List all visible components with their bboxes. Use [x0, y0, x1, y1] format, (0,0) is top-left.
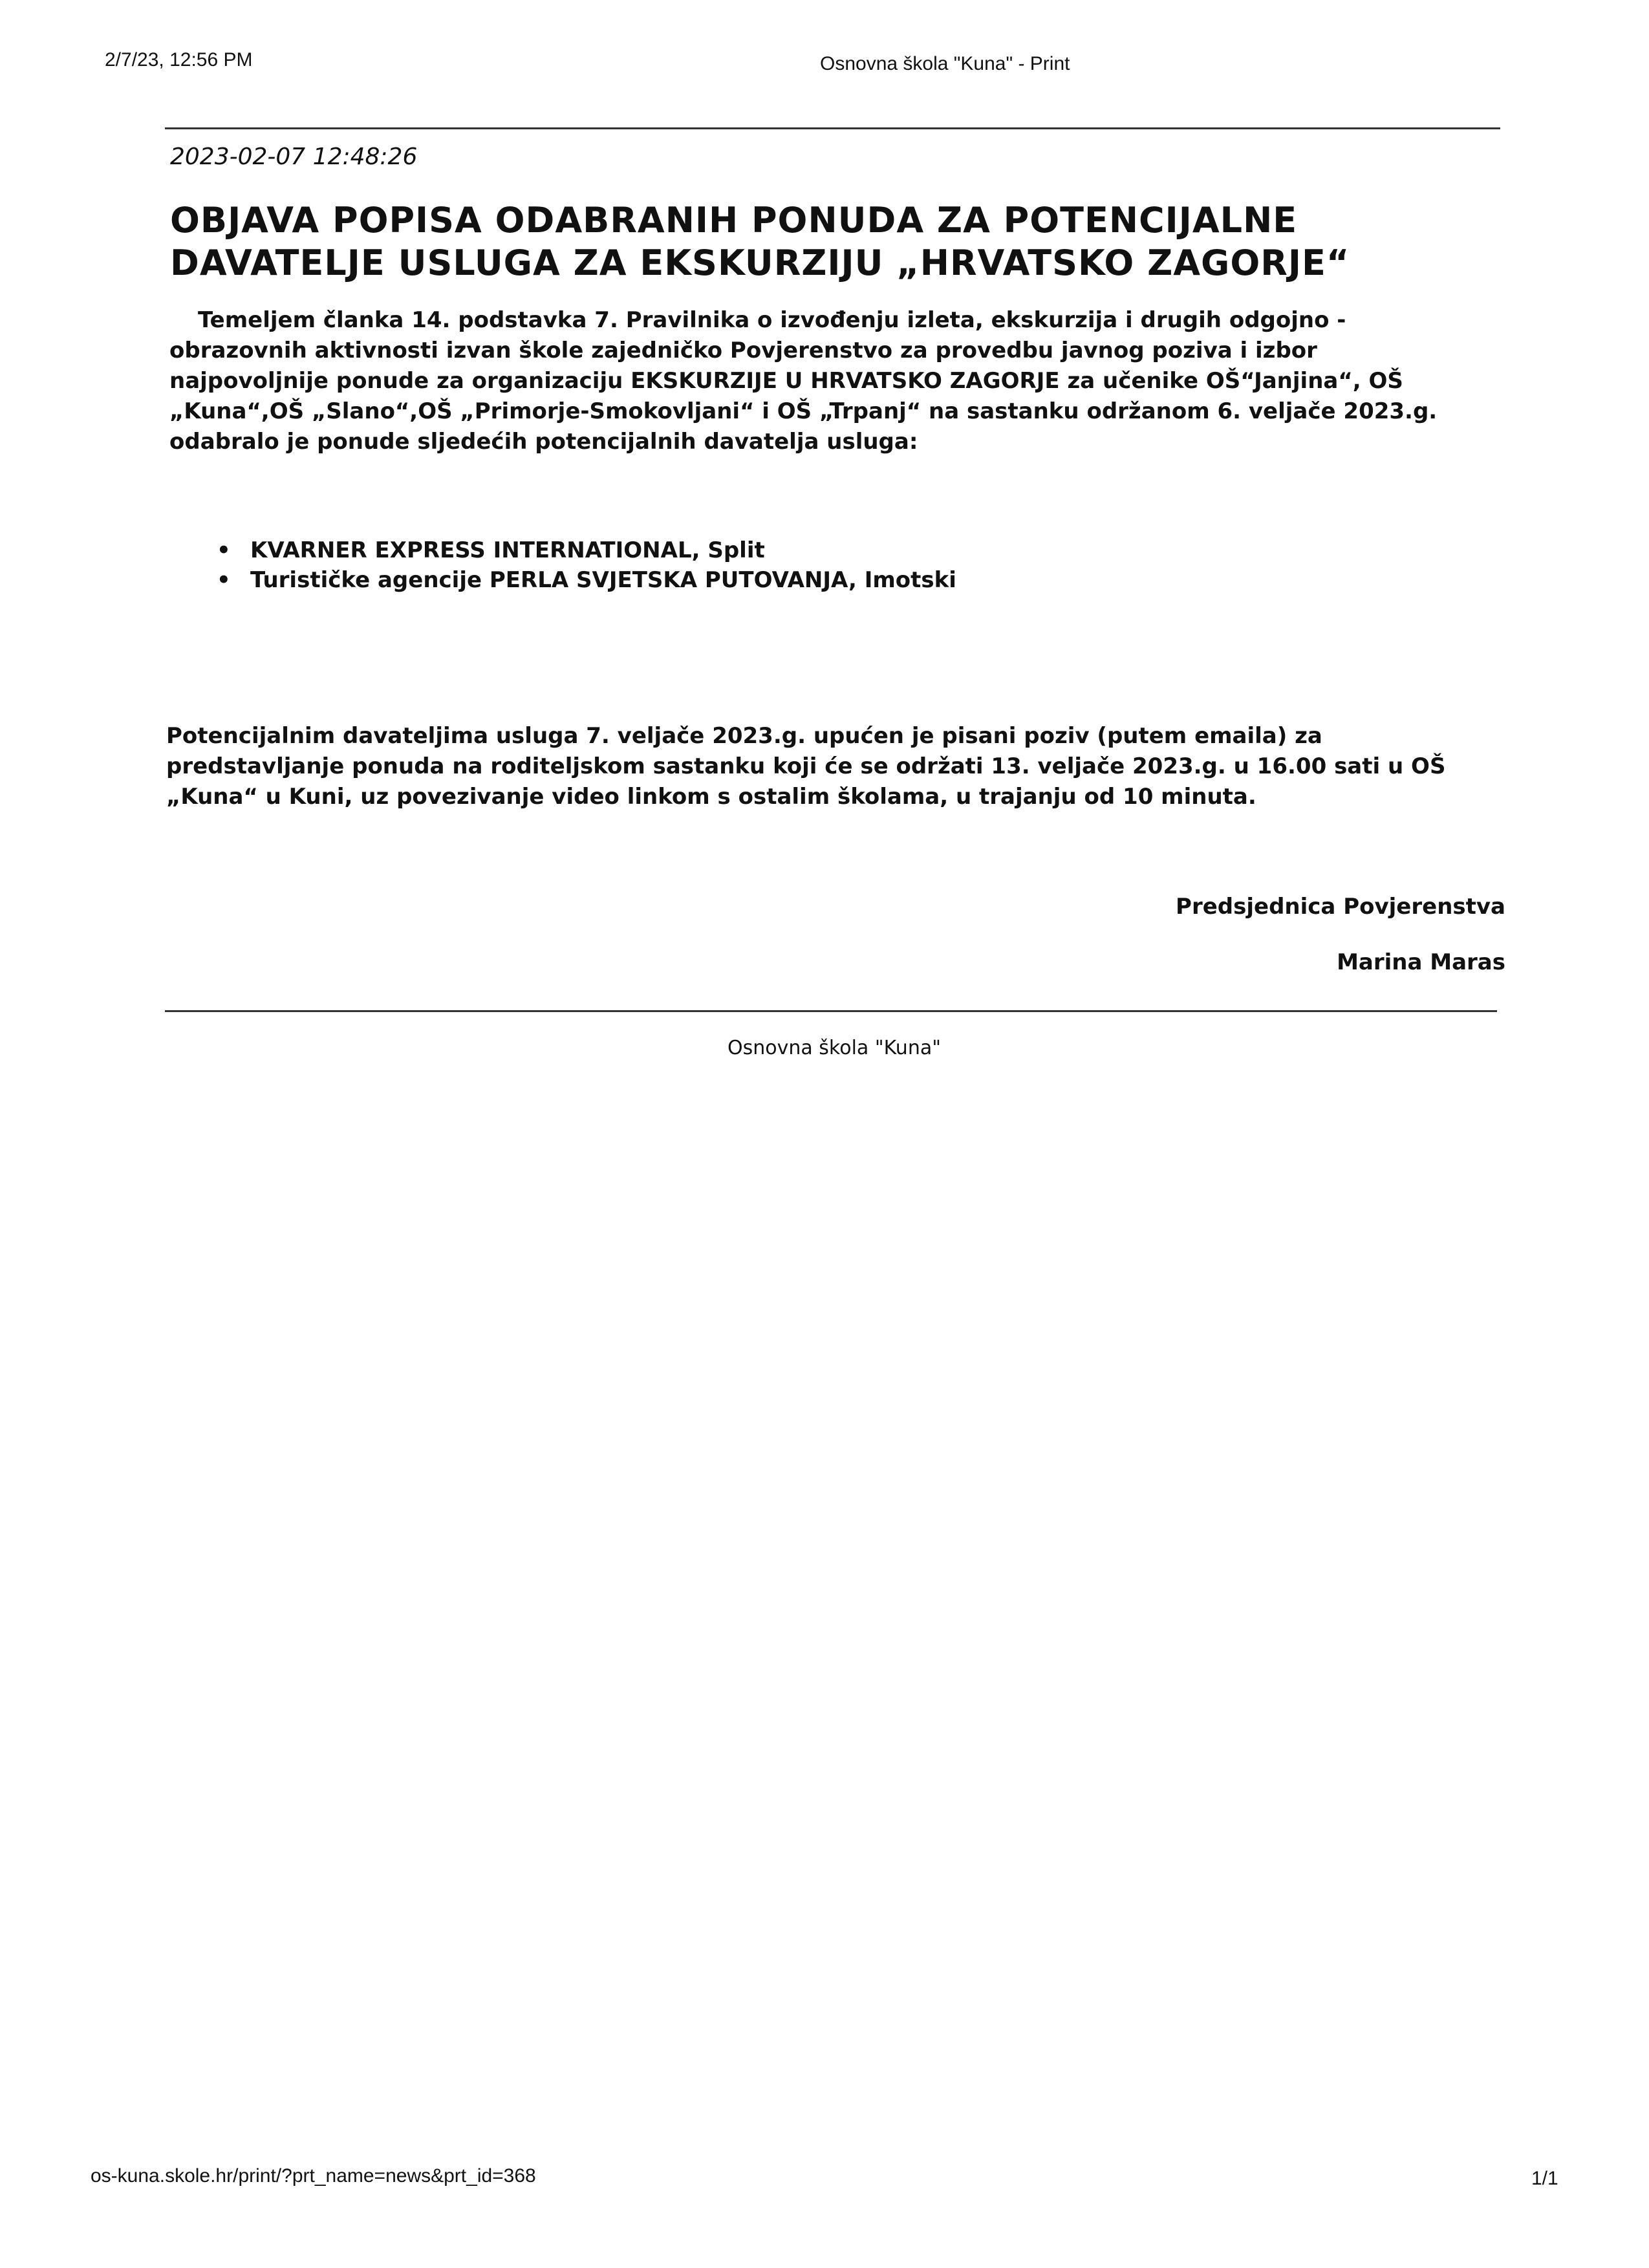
- bullet-icon: •: [217, 537, 231, 563]
- article-timestamp: 2023-02-07 12:48:26: [170, 144, 418, 170]
- page-number: 1/1: [1531, 2168, 1558, 2189]
- signature-name: Marina Maras: [1337, 949, 1505, 975]
- provider-list: [217, 535, 956, 595]
- provider-name: Turističke agencije PERLA SVJETSKA PUTOVANJA, Imotski: [250, 567, 956, 593]
- provider-name: KVARNER EXPRESS INTERNATIONAL, Split: [250, 537, 765, 563]
- article-intro-paragraph: Temeljem članka 14. podstavka 7. Pravilnika o izvođenju izleta, ekskurzija i drugih odgojno - obrazovnih aktivnosti izvan škole zajedničko Povjerenstvo za provedbu javnog poziva i izbor najpovoljnije ponude za organizaciju EKSKURZIJE U HRVATSKO ZAGORJE za učenike OŠ“Janjina“, OŠ „Kuna“,OŠ „Slano“,OŠ „Primorje-Smokovljani“ i OŠ „Trpanj“ na sastanku održanom 6. veljače 2023.g. odabralo je ponude sljedećih potencijalnih davatelja usluga:: [169, 307, 1438, 455]
- signature-role: Predsjednica Povjerenstva: [1176, 894, 1505, 920]
- provider-list-item: [217, 535, 956, 565]
- print-page-title: Osnovna škola "Kuna" - Print: [820, 53, 1070, 74]
- footer-school-name: Osnovna škola "Kuna": [727, 1037, 942, 1059]
- bottom-divider: [165, 1010, 1497, 1012]
- print-url: os-kuna.skole.hr/print/?prt_name=news&prt_id=368: [91, 2165, 536, 2187]
- article-headline: OBJAVA POPISA ODABRANIH PONUDA ZA POTENCIJALNE DAVATELJE USLUGA ZA EKSKURZIJU „HRVATSKO ZAGORJE“: [170, 200, 1350, 283]
- provider-list-item: [217, 565, 956, 595]
- bullet-icon: •: [217, 567, 231, 593]
- article-invite-paragraph: Potencijalnim davateljima usluga 7. veljače 2023.g. upućen je pisani poziv (putem emaila) za predstavljanje ponuda na roditeljskom sastanku koji će se održati 13. veljače 2023.g. u 16.00 sati u OŠ „Kuna“ u Kuni, uz povezivanje video linkom s ostalim školama, u trajanju od 10 minuta.: [166, 723, 1446, 810]
- print-datetime: 2/7/23, 12:56 PM: [105, 49, 253, 70]
- top-divider: [165, 127, 1500, 129]
